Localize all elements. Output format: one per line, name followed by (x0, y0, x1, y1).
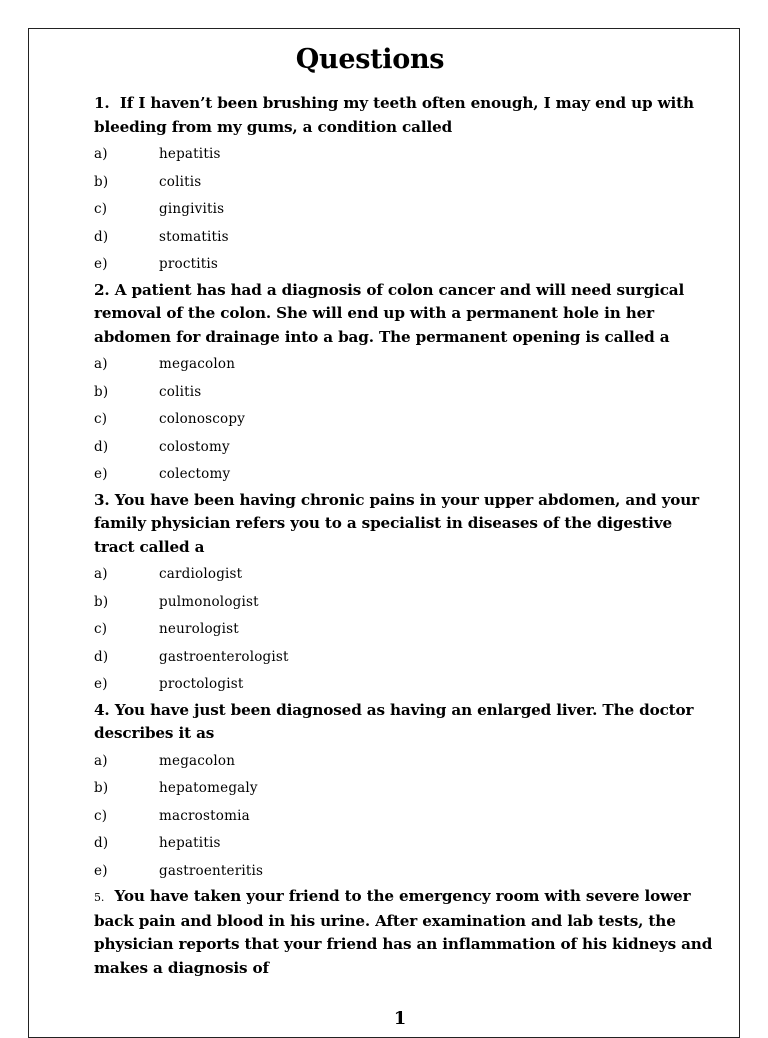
option-text: pulmonologist (159, 593, 259, 610)
question-text (94, 92, 714, 139)
question-text (94, 699, 714, 746)
option-e (94, 858, 714, 886)
option-letter: a) (94, 752, 108, 769)
option-a (94, 141, 714, 169)
option-text: neurologist (159, 621, 239, 637)
option-letter: e) (94, 676, 108, 692)
question-text (94, 279, 714, 350)
option-letter: e) (94, 862, 108, 879)
option-c (94, 406, 714, 434)
option-text: colostomy (159, 438, 230, 455)
option-text: colitis (159, 383, 202, 400)
question-text (94, 489, 714, 560)
option-text: gastroenteritis (159, 862, 264, 879)
option-d (94, 224, 714, 252)
option-e (94, 251, 714, 279)
option-text: megacolon (159, 752, 236, 769)
option-letter: d) (94, 438, 109, 455)
option-letter: c) (94, 411, 108, 427)
option-d (94, 830, 714, 858)
option-d (94, 644, 714, 672)
option-text: hepatitis (159, 835, 221, 851)
option-a (94, 748, 714, 776)
option-text: proctologist (159, 676, 244, 692)
option-b (94, 379, 714, 407)
option-text: macrostomia (159, 807, 250, 824)
question-number: 3. (94, 490, 110, 509)
option-letter: d) (94, 835, 109, 851)
option-e (94, 461, 714, 489)
option-c (94, 196, 714, 224)
option-letter: a) (94, 356, 108, 372)
page-number: 1 (393, 1008, 407, 1029)
question-2 (94, 279, 714, 489)
question-stem: A patient has had a diagnosis of colon cancer and will need surgical removal of the colon. She will end up with a permanent hole in her abdomen for drainage into a bag. The permanent opening is called a (94, 280, 685, 346)
option-letter: e) (94, 466, 108, 482)
options-list (94, 141, 714, 279)
option-b (94, 775, 714, 803)
question-stem: You have just been diagnosed as having an enlarged liver. The doctor describes it as (94, 700, 694, 742)
question-number: 1. (94, 94, 110, 112)
option-e (94, 671, 714, 699)
option-letter: b) (94, 780, 109, 796)
question-stem: You have been having chronic pains in your upper abdomen, and your family physician refers you to a specialist in diseases of the digestive tract called a (94, 490, 699, 556)
option-letter: e) (94, 256, 108, 272)
option-text: gingivitis (159, 201, 225, 217)
option-letter: d) (94, 228, 109, 245)
option-letter: a) (94, 566, 108, 582)
option-letter: b) (94, 593, 109, 610)
question-number: 2. (94, 280, 110, 299)
options-list (94, 351, 714, 489)
question-text (94, 885, 714, 980)
question-number: 5. (94, 891, 105, 904)
option-letter: a) (94, 146, 108, 162)
question-3 (94, 489, 714, 699)
question-5 (94, 885, 714, 980)
questions-list (94, 92, 714, 982)
option-a (94, 561, 714, 589)
question-number: 4. (94, 700, 110, 719)
option-text: colectomy (159, 466, 231, 482)
options-list (94, 748, 714, 886)
option-text: megacolon (159, 356, 236, 372)
option-a (94, 351, 714, 379)
option-text: proctitis (159, 256, 218, 272)
option-letter: b) (94, 173, 109, 190)
option-text: cardiologist (159, 566, 243, 582)
question-stem: You have taken your friend to the emergency room with severe lower back pain and blood in his urine. After examination and lab tests, the physician reports that your friend has an inflammation of his kidneys and makes a diagnosis of (94, 887, 713, 977)
option-c (94, 616, 714, 644)
option-text: hepatomegaly (159, 780, 258, 796)
option-b (94, 169, 714, 197)
option-b (94, 589, 714, 617)
question-1 (94, 92, 714, 279)
options-list (94, 561, 714, 699)
option-d (94, 434, 714, 462)
option-c (94, 803, 714, 831)
option-letter: d) (94, 648, 109, 665)
option-text: gastroenterologist (159, 648, 289, 665)
option-letter: c) (94, 807, 108, 824)
option-text: stomatitis (159, 228, 229, 245)
question-4 (94, 699, 714, 886)
option-letter: c) (94, 201, 108, 217)
option-text: colonoscopy (159, 411, 246, 427)
option-letter: b) (94, 383, 109, 400)
option-text: hepatitis (159, 146, 221, 162)
option-text: colitis (159, 173, 202, 190)
option-letter: c) (94, 621, 108, 637)
page-title: Questions (295, 44, 445, 75)
question-stem: If I haven’t been brushing my teeth often enough, I may end up with bleeding from my gums, a condition called (94, 94, 694, 136)
